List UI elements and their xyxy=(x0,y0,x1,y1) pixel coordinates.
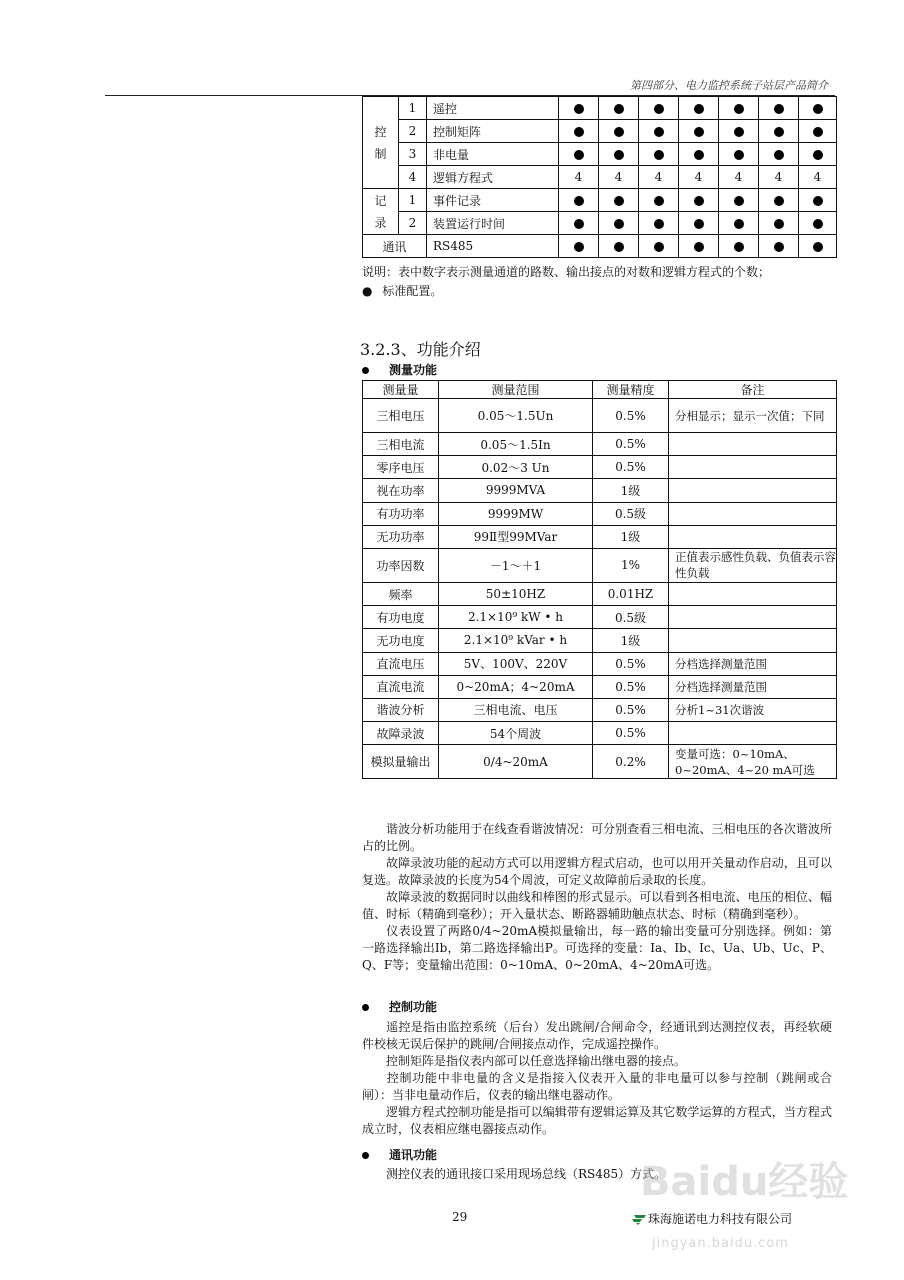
dot-icon xyxy=(654,127,664,137)
page-number: 29 xyxy=(452,1210,468,1224)
measure-row xyxy=(363,479,837,502)
measure-name: 模拟量输出 xyxy=(363,745,439,779)
measure-name: 零序电压 xyxy=(363,456,439,479)
measure-row xyxy=(363,456,837,479)
dot-icon xyxy=(813,150,823,160)
config-cell xyxy=(719,97,759,120)
watermark-url: jingyan.baidu.com xyxy=(652,1236,789,1251)
dot-icon xyxy=(694,127,704,137)
measure-name: 直流电流 xyxy=(363,675,439,698)
dot-icon xyxy=(813,219,823,229)
measure-range: 9999MW xyxy=(439,502,593,525)
measure-accuracy: 0.5% xyxy=(593,675,669,698)
measure-range: 9999MVA xyxy=(439,479,593,502)
measure-range: 0.02～3 Un xyxy=(439,456,593,479)
measure-range: 0.05～1.5Un xyxy=(439,399,593,433)
config-row xyxy=(363,235,837,258)
measure-remark xyxy=(669,502,837,525)
measure-accuracy: 1级 xyxy=(593,525,669,548)
measure-remark xyxy=(669,722,837,745)
config-cell xyxy=(559,143,599,166)
section-title: 3.2.3、功能介绍 xyxy=(360,340,481,359)
config-cell xyxy=(639,143,679,166)
config-cell xyxy=(559,235,599,258)
dot-icon xyxy=(694,104,704,114)
config-cell xyxy=(599,97,639,120)
config-cell: 4 xyxy=(759,166,799,189)
measure-accuracy: 0.5% xyxy=(593,433,669,456)
config-group-label: 记 录 xyxy=(363,189,399,235)
dot-icon xyxy=(574,127,584,137)
measure-range: 54个周波 xyxy=(439,722,593,745)
measure-name: 有功电度 xyxy=(363,606,439,629)
config-row-label: 非电量 xyxy=(427,143,559,166)
dot-icon xyxy=(734,104,744,114)
measure-accuracy: 0.2% xyxy=(593,745,669,779)
dot-icon xyxy=(614,242,624,252)
measure-name: 有功功率 xyxy=(363,502,439,525)
measure-remark xyxy=(669,582,837,605)
config-row-no: 2 xyxy=(399,120,427,143)
dot-icon xyxy=(574,242,584,252)
measure-range: 2.1×10⁹ kVar • h xyxy=(439,629,593,652)
dot-icon xyxy=(734,242,744,252)
dot-icon xyxy=(813,127,823,137)
measure-name: 故障录波 xyxy=(363,722,439,745)
dot-icon xyxy=(654,150,664,160)
watermark-brand: Baidu经验 xyxy=(640,1159,849,1205)
config-cell xyxy=(559,212,599,235)
measure-remark: 分档选择测量范围 xyxy=(669,652,837,675)
dot-icon xyxy=(774,127,784,137)
config-cell xyxy=(679,120,719,143)
measure-remark: 分档选择测量范围 xyxy=(669,675,837,698)
measure-table xyxy=(362,380,837,779)
dot-icon xyxy=(654,242,664,252)
dot-icon xyxy=(694,150,704,160)
config-cell xyxy=(719,143,759,166)
paragraph: 控制功能中非电量的含义是指接入仪表开入量的非电量可以参与控制（跳闸或合闸）：当非电量动作后，仪表的输出继电器动作。 xyxy=(362,1071,832,1102)
measure-remark xyxy=(669,433,837,456)
measure-column-header: 测量量 xyxy=(363,381,439,399)
config-table xyxy=(362,96,837,258)
config-cell xyxy=(599,143,639,166)
measure-range: 5V、100V、220V xyxy=(439,652,593,675)
dot-icon xyxy=(694,219,704,229)
dot-icon xyxy=(694,196,704,206)
config-cell xyxy=(799,143,837,166)
measure-remark xyxy=(669,606,837,629)
config-cell xyxy=(759,143,799,166)
measure-name: 无功功率 xyxy=(363,525,439,548)
config-row-label: 遥控 xyxy=(427,97,559,120)
config-cell xyxy=(719,120,759,143)
config-cell xyxy=(639,235,679,258)
config-row-no: 1 xyxy=(399,189,427,212)
measure-remark xyxy=(669,629,837,652)
measure-row xyxy=(363,652,837,675)
dot-icon xyxy=(574,196,584,206)
paragraph: 控制矩阵是指仪表内部可以任意选择输出继电器的接点。 xyxy=(386,1054,687,1068)
config-cell xyxy=(759,97,799,120)
config-cell xyxy=(599,235,639,258)
dot-icon xyxy=(813,104,823,114)
comm-heading: 通讯功能 xyxy=(362,1146,437,1163)
config-cell xyxy=(799,189,837,212)
dot-icon xyxy=(654,196,664,206)
config-cell xyxy=(559,189,599,212)
config-row-label: 装置运行时间 xyxy=(427,212,559,235)
measure-range: 50±10HZ xyxy=(439,582,593,605)
config-cell xyxy=(799,120,837,143)
measure-row xyxy=(363,606,837,629)
config-cell xyxy=(599,120,639,143)
config-cell xyxy=(599,189,639,212)
config-row-label: RS485 xyxy=(427,235,559,258)
table-note-line1: 说明：表中数字表示测量通道的路数、输出接点的对数和逻辑方程式的个数； xyxy=(362,265,771,279)
measure-accuracy: 1级 xyxy=(593,479,669,502)
measure-row xyxy=(363,675,837,698)
control-heading: 控制功能 xyxy=(362,998,437,1015)
config-row-no: 3 xyxy=(399,143,427,166)
config-cell xyxy=(679,143,719,166)
dot-icon xyxy=(774,196,784,206)
measure-remark: 变量可选：0~10mA、0~20mA、4~20 mA可选 xyxy=(669,745,837,779)
dot-icon xyxy=(813,242,823,252)
comm-paragraph: 测控仪表的通讯接口采用现场总线（RS485）方式。 xyxy=(386,1167,667,1181)
measure-remark xyxy=(669,479,837,502)
config-cell xyxy=(799,97,837,120)
dot-icon xyxy=(734,150,744,160)
dot-icon xyxy=(734,196,744,206)
config-group-label: 控 制 xyxy=(363,97,399,189)
dot-icon xyxy=(774,150,784,160)
dot-icon xyxy=(574,104,584,114)
dot-icon xyxy=(574,219,584,229)
config-row-label: 事件记录 xyxy=(427,189,559,212)
measure-name: 谐波分析 xyxy=(363,698,439,721)
measure-accuracy: 1% xyxy=(593,548,669,582)
paragraph: 遥控是指由监控系统（后台）发出跳闸/合闸命令，经通讯到达测控仪表，再经软硬件校核无误后保护的跳闸/合闸接点动作，完成遥控操作。 xyxy=(362,1020,832,1051)
config-cell xyxy=(559,120,599,143)
measure-accuracy: 0.5级 xyxy=(593,606,669,629)
measure-accuracy: 0.5% xyxy=(593,652,669,675)
config-cell: 4 xyxy=(799,166,837,189)
measure-column-header: 测量范围 xyxy=(439,381,593,399)
company-logo-icon xyxy=(632,1215,646,1225)
measure-row xyxy=(363,548,837,582)
config-cell: 4 xyxy=(639,166,679,189)
measure-row xyxy=(363,722,837,745)
bullet-icon xyxy=(362,367,369,374)
bullet-icon xyxy=(362,1152,369,1159)
measure-range: 0.05～1.5In xyxy=(439,433,593,456)
config-row-no: 4 xyxy=(399,166,427,189)
measure-name: 三相电流 xyxy=(363,433,439,456)
config-cell xyxy=(759,189,799,212)
config-cell: 4 xyxy=(719,166,759,189)
paragraph: 仪表设置了两路0/4~20mA模拟量输出，每一路的输出变量可分别选择。例如：第一路选择输出Ib，第二路选择输出P。可选择的变量：Ia、Ib、Ic、Ua、Ub、Uc、P、Q、F等；变量输出范围：0~10mA、0~20mA、4~20mA可选。 xyxy=(362,924,832,972)
dot-icon xyxy=(734,219,744,229)
dot-icon xyxy=(614,104,624,114)
measure-paragraphs xyxy=(362,821,832,974)
measure-name: 视在功率 xyxy=(363,479,439,502)
dot-icon xyxy=(734,127,744,137)
config-cell xyxy=(639,212,679,235)
page-header-title: 第四部分、电力监控系统子站层产品简介 xyxy=(630,79,828,92)
measure-remark xyxy=(669,456,837,479)
dot-icon xyxy=(614,150,624,160)
dot-icon xyxy=(654,104,664,114)
dot-icon xyxy=(774,219,784,229)
measure-range: 三相电流、电压 xyxy=(439,698,593,721)
measure-name: 三相电压 xyxy=(363,399,439,433)
bullet-icon xyxy=(362,1004,369,1011)
control-paragraphs xyxy=(362,1019,832,1138)
config-cell xyxy=(759,235,799,258)
config-cell xyxy=(799,212,837,235)
dot-icon xyxy=(694,242,704,252)
dot-icon xyxy=(654,219,664,229)
measure-range: 99Ⅱ型99MVar xyxy=(439,525,593,548)
company-footer: 珠海施诺电力科技有限公司 xyxy=(632,1210,792,1227)
config-row-no: 2 xyxy=(399,212,427,235)
config-row xyxy=(363,120,837,143)
config-cell xyxy=(679,189,719,212)
config-group-label: 通讯 xyxy=(363,235,427,258)
config-row xyxy=(363,212,837,235)
measure-row xyxy=(363,745,837,779)
config-cell xyxy=(759,212,799,235)
config-cell xyxy=(639,189,679,212)
config-row xyxy=(363,143,837,166)
measure-row xyxy=(363,433,837,456)
measure-name: 功率因数 xyxy=(363,548,439,582)
config-cell xyxy=(719,189,759,212)
measure-row xyxy=(363,629,837,652)
measure-name: 频率 xyxy=(363,582,439,605)
measure-range: －1～＋1 xyxy=(439,548,593,582)
measure-column-header: 测量精度 xyxy=(593,381,669,399)
config-cell xyxy=(639,120,679,143)
paragraph: 故障录波功能的起动方式可以用逻辑方程式启动，也可以用开关量动作启动，且可以复选。故障录波的长度为54个周波，可定义故障前后录取的长度。 xyxy=(362,856,832,887)
dot-icon xyxy=(614,127,624,137)
config-cell: 4 xyxy=(599,166,639,189)
measure-range: 2.1×10⁹ kW • h xyxy=(439,606,593,629)
measure-accuracy: 0.5% xyxy=(593,399,669,433)
config-row xyxy=(363,166,837,189)
config-cell: 4 xyxy=(679,166,719,189)
config-cell xyxy=(799,235,837,258)
config-row xyxy=(363,97,837,120)
config-row-label: 逻辑方程式 xyxy=(427,166,559,189)
config-cell xyxy=(679,212,719,235)
dot-icon xyxy=(774,242,784,252)
table-note xyxy=(362,263,842,301)
measure-accuracy: 1级 xyxy=(593,629,669,652)
config-row-no: 1 xyxy=(399,97,427,120)
measure-range: 0/4~20mA xyxy=(439,745,593,779)
measure-row xyxy=(363,698,837,721)
measure-remark: 分相显示；显示一次值；下同 xyxy=(669,399,837,433)
measure-header-row xyxy=(363,381,837,399)
measure-accuracy: 0.5% xyxy=(593,698,669,721)
config-cell xyxy=(599,212,639,235)
legend-dot-icon: ● xyxy=(362,284,373,298)
measure-remark: 正值表示感性负载、负值表示容性负载 xyxy=(669,548,837,582)
config-cell xyxy=(559,97,599,120)
measure-accuracy: 0.5级 xyxy=(593,502,669,525)
paragraph: 逻辑方程式控制功能是指可以编辑带有逻辑运算及其它数学运算的方程式，当方程式成立时，仪表相应继电器接点动作。 xyxy=(362,1105,832,1136)
config-cell xyxy=(639,97,679,120)
config-cell xyxy=(719,212,759,235)
measure-row xyxy=(363,399,837,433)
dot-icon xyxy=(574,150,584,160)
config-cell: 4 xyxy=(559,166,599,189)
measure-name: 无功电度 xyxy=(363,629,439,652)
measure-accuracy: 0.01HZ xyxy=(593,582,669,605)
measure-row xyxy=(363,582,837,605)
measure-heading: 测量功能 xyxy=(362,361,437,378)
paragraph: 故障录波的数据同时以曲线和棒图的形式显示。可以看到各相电流、电压的相位、幅值、时标（精确到毫秒）；开入量状态、断路器辅助触点状态、时标（精确到毫秒）。 xyxy=(362,890,832,921)
config-row xyxy=(363,189,837,212)
table-note-line2: 标准配置。 xyxy=(382,284,443,298)
config-cell xyxy=(719,235,759,258)
measure-name: 直流电压 xyxy=(363,652,439,675)
measure-remark xyxy=(669,525,837,548)
config-cell xyxy=(679,97,719,120)
paragraph: 谐波分析功能用于在线查看谐波情况：可分别查看三相电流、三相电压的各次谐波所占的比例。 xyxy=(362,822,832,853)
measure-accuracy: 0.5% xyxy=(593,722,669,745)
measure-row xyxy=(363,525,837,548)
config-cell xyxy=(679,235,719,258)
config-row-label: 控制矩阵 xyxy=(427,120,559,143)
measure-range: 0~20mA；4~20mA xyxy=(439,675,593,698)
dot-icon xyxy=(614,196,624,206)
measure-accuracy: 0.5% xyxy=(593,456,669,479)
dot-icon xyxy=(614,219,624,229)
measure-row xyxy=(363,502,837,525)
dot-icon xyxy=(774,104,784,114)
dot-icon xyxy=(813,196,823,206)
measure-column-header: 备注 xyxy=(669,381,837,399)
config-cell xyxy=(759,120,799,143)
measure-remark: 分析1~31次谐波 xyxy=(669,698,837,721)
